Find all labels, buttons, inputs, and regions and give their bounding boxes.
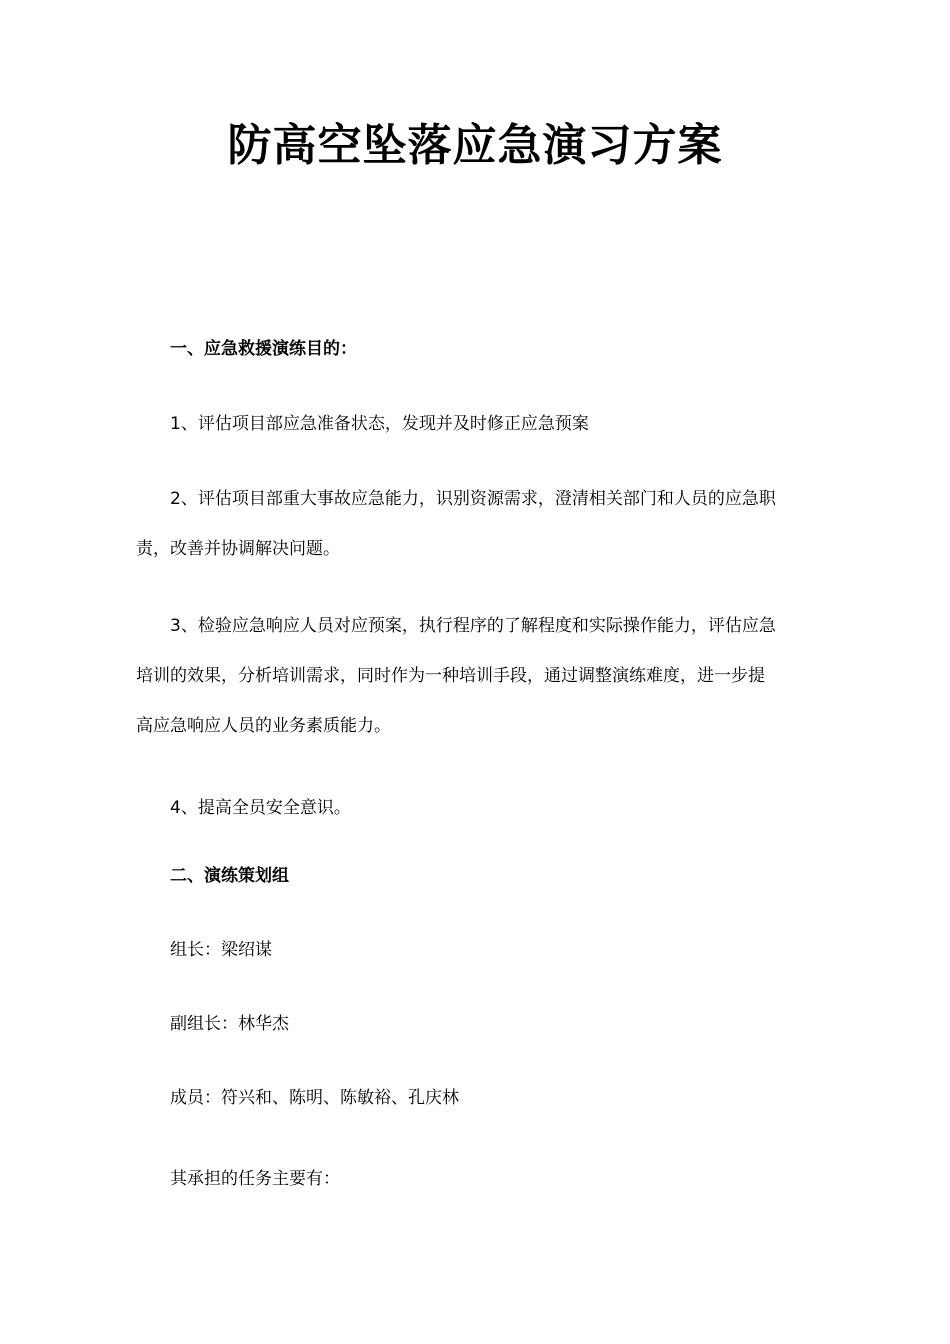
paragraph-item-3-line-1: 3、检验应急响应人员对应预案，执行程序的了解程度和实际操作能力，评估应急 [170, 616, 776, 636]
section-heading-planning-group: 二、演练策划组 [170, 866, 289, 886]
paragraph-item-1: 1、评估项目部应急准备状态，发现并及时修正应急预案 [170, 414, 589, 434]
paragraph-item-2-line-2: 责，改善并协调解决问题。 [136, 539, 340, 559]
paragraph-item-3-line-3: 高应急响应人员的业务素质能力。 [136, 716, 391, 736]
document-title: 防高空坠落应急演习方案 [227, 120, 723, 171]
paragraph-item-3-line-2: 培训的效果，分析培训需求，同时作为一种培训手段，通过调整演练难度，进一步提 [136, 666, 765, 686]
members-line: 成员：符兴和、陈明、陈敏裕、孔庆林 [170, 1088, 459, 1108]
section-heading-purpose: 一、应急救援演练目的： [170, 339, 357, 359]
tasks-intro-line: 其承担的任务主要有： [170, 1169, 340, 1189]
deputy-leader-line: 副组长：林华杰 [170, 1014, 289, 1034]
paragraph-item-2-line-1: 2、评估项目部重大事故应急能力，识别资源需求，澄清相关部门和人员的应急职 [170, 489, 776, 509]
paragraph-item-4: 4、提高全员安全意识。 [170, 798, 351, 818]
group-leader-line: 组长：梁绍谋 [170, 940, 272, 960]
